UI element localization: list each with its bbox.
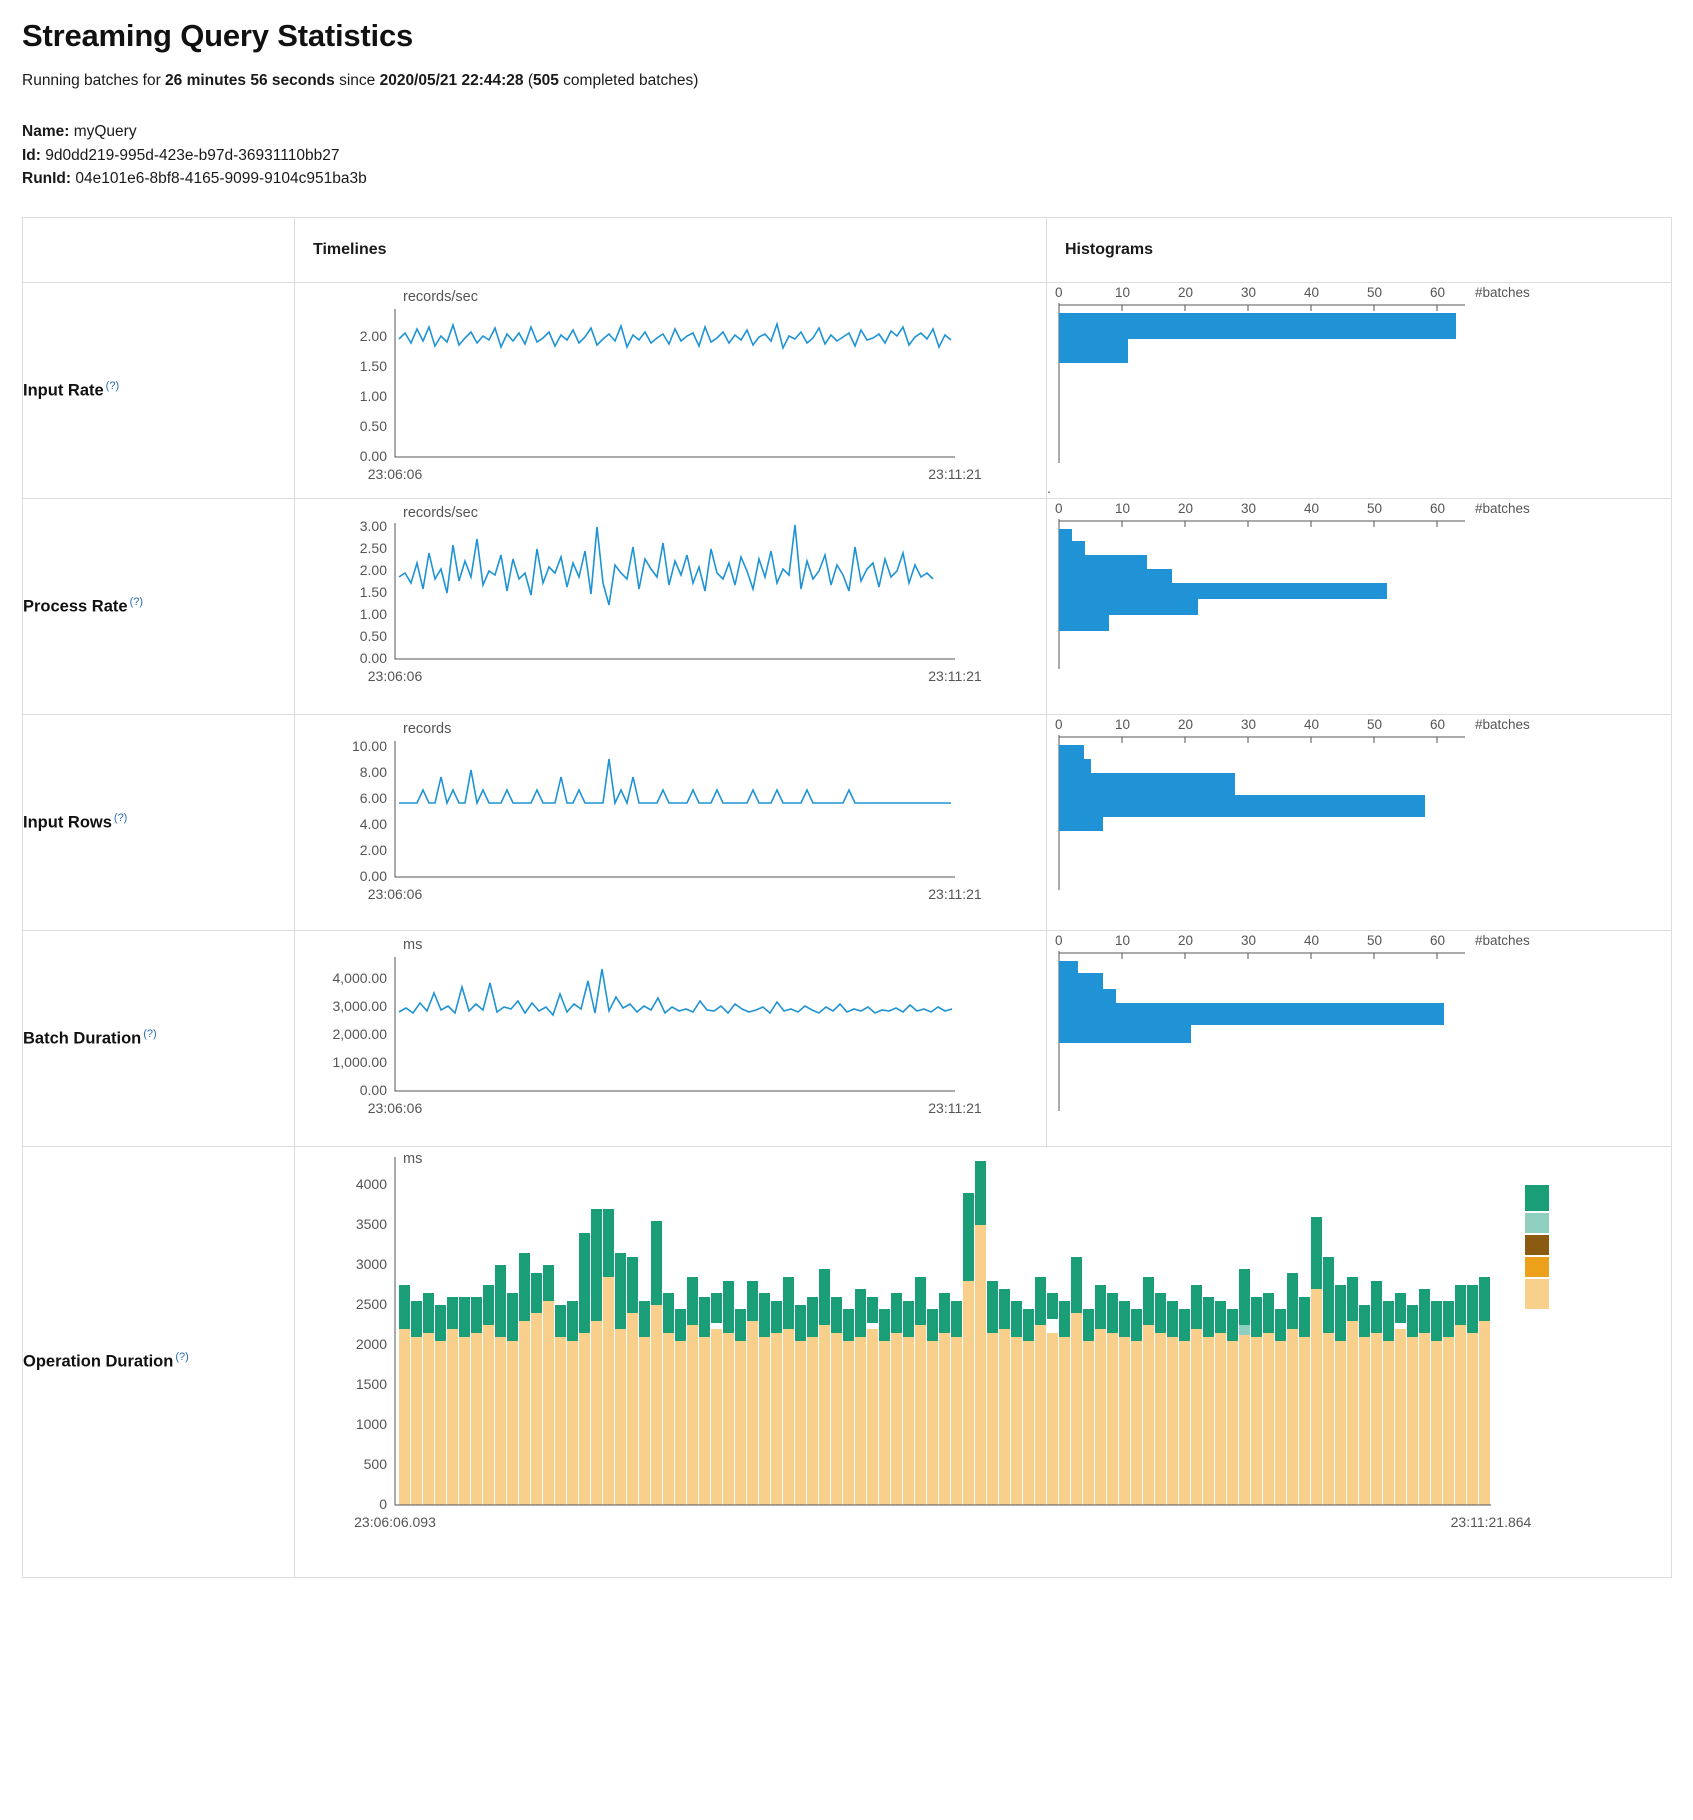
svg-text:#batches: #batches [1475, 500, 1530, 516]
batch-duration-timeline-chart [295, 931, 1015, 1146]
input-rows-timeline-chart [295, 715, 1015, 930]
query-id-key: Id: [22, 146, 41, 164]
svg-text:.: . [1047, 479, 1051, 496]
svg-text:500: 500 [363, 1455, 387, 1472]
svg-text:10.00: 10.00 [351, 737, 387, 754]
timeline-cell-batch-duration [295, 930, 1047, 1146]
header-histograms: Histograms [1047, 217, 1672, 282]
since-timestamp: 2020/05/21 22:44:28 [379, 72, 524, 89]
svg-text:60: 60 [1430, 500, 1446, 516]
help-icon[interactable]: (?) [129, 595, 144, 608]
svg-text:20: 20 [1178, 500, 1194, 516]
header-timelines: Timelines [295, 217, 1047, 282]
input-rows-histogram-chart [1047, 715, 1647, 930]
svg-text:2.00: 2.00 [359, 327, 387, 344]
svg-text:4.00: 4.00 [359, 815, 387, 832]
svg-text:records/sec: records/sec [403, 288, 478, 305]
since-word: since [334, 72, 380, 89]
query-name-row [22, 120, 1671, 144]
batches-tail: completed batches) [558, 72, 699, 89]
svg-text:3,000.00: 3,000.00 [332, 997, 387, 1014]
row-label-text: Input Rate [23, 381, 104, 400]
svg-text:1.50: 1.50 [359, 357, 387, 374]
svg-text:0: 0 [1055, 500, 1063, 516]
svg-text:0.00: 0.00 [359, 1081, 387, 1098]
svg-text:0.00: 0.00 [359, 447, 387, 464]
svg-text:3000: 3000 [355, 1255, 387, 1272]
svg-text:2500: 2500 [355, 1295, 387, 1312]
svg-text:10: 10 [1115, 500, 1131, 516]
svg-text:4,000.00: 4,000.00 [332, 969, 387, 986]
row-label-text: Process Rate [23, 597, 128, 616]
svg-text:30: 30 [1241, 932, 1257, 948]
svg-text:1,000.00: 1,000.00 [332, 1053, 387, 1070]
svg-text:23:11:21: 23:11:21 [928, 667, 982, 684]
svg-text:1.00: 1.00 [359, 387, 387, 404]
svg-text:3.00: 3.00 [359, 517, 387, 534]
completed-batch-count: 505 [532, 72, 559, 89]
svg-text:23:11:21.864: 23:11:21.864 [1450, 1513, 1532, 1530]
process-rate-histogram-chart [1047, 499, 1647, 714]
svg-text:#batches: #batches [1475, 932, 1530, 948]
svg-text:ms: ms [403, 1150, 423, 1167]
svg-text:0: 0 [379, 1495, 387, 1512]
svg-text:1.00: 1.00 [359, 605, 387, 622]
svg-text:30: 30 [1241, 716, 1257, 732]
svg-text:1500: 1500 [355, 1375, 387, 1392]
svg-text:2.50: 2.50 [359, 539, 387, 556]
svg-text:23:11:21: 23:11:21 [928, 1099, 982, 1116]
svg-text:23:06:06: 23:06:06 [367, 885, 423, 902]
svg-text:0.00: 0.00 [359, 649, 387, 666]
svg-text:1.50: 1.50 [359, 583, 387, 600]
svg-text:50: 50 [1367, 500, 1383, 516]
svg-text:30: 30 [1241, 500, 1257, 516]
svg-text:23:06:06: 23:06:06 [367, 1099, 423, 1116]
svg-text:0.00: 0.00 [359, 867, 387, 884]
row-label-text: Input Rows [23, 813, 112, 832]
svg-text:23:11:21: 23:11:21 [928, 885, 982, 902]
process-rate-timeline-chart [295, 499, 1015, 714]
query-name-value: myQuery [73, 123, 137, 140]
timeline-cell-input-rows [295, 714, 1047, 930]
operation-duration-cell [295, 1146, 1672, 1577]
table-row-process-rate [23, 498, 1672, 714]
svg-text:50: 50 [1367, 932, 1383, 948]
svg-text:10: 10 [1115, 284, 1131, 300]
operation-duration-chart [295, 1147, 1635, 1577]
svg-text:0: 0 [1055, 932, 1063, 948]
table-row-batch-duration [23, 930, 1672, 1146]
svg-text:ms: ms [403, 936, 423, 953]
batch-duration-histogram-chart [1047, 931, 1647, 1146]
histogram-cell-input-rows [1047, 714, 1672, 930]
input-rate-timeline-chart [295, 283, 1015, 498]
svg-text:40: 40 [1304, 932, 1320, 948]
batches-open-paren: ( [523, 72, 533, 89]
query-runid-row [22, 167, 1671, 191]
table-row-input-rows [23, 714, 1672, 930]
svg-text:0.50: 0.50 [359, 417, 387, 434]
svg-text:4000: 4000 [355, 1175, 387, 1192]
svg-text:0: 0 [1055, 716, 1063, 732]
help-icon[interactable]: (?) [105, 379, 120, 392]
row-label-batch-duration [23, 930, 295, 1146]
svg-text:#batches: #batches [1475, 284, 1530, 300]
query-id-value: 9d0dd219-995d-423e-b97d-36931110bb27 [45, 146, 340, 164]
row-label-process-rate [23, 498, 295, 714]
help-icon[interactable]: (?) [175, 1351, 189, 1364]
svg-text:8.00: 8.00 [359, 763, 387, 780]
operation-duration-bars [399, 1161, 1490, 1505]
query-runid-key: RunId: [22, 170, 72, 188]
svg-text:60: 60 [1430, 716, 1446, 732]
timeline-cell-process-rate [295, 498, 1047, 714]
svg-text:40: 40 [1304, 716, 1320, 732]
query-runid-value: 04e101e6-8bf8-4165-9099-9104c951ba3b [75, 170, 367, 188]
help-icon[interactable]: (?) [143, 1027, 157, 1040]
row-label-input-rows [23, 714, 295, 930]
svg-text:0.50: 0.50 [359, 627, 387, 644]
table-row-operation-duration [23, 1146, 1672, 1577]
svg-text:50: 50 [1367, 716, 1383, 732]
svg-text:records/sec: records/sec [403, 504, 478, 521]
svg-text:0: 0 [1055, 284, 1063, 300]
operation-duration-legend[interactable] [1525, 1185, 1549, 1309]
query-metadata [22, 120, 1671, 191]
page-title: Streaming Query Statistics [22, 18, 414, 53]
svg-text:20: 20 [1178, 284, 1194, 300]
svg-text:2.00: 2.00 [359, 561, 387, 578]
svg-text:60: 60 [1430, 932, 1446, 948]
running-duration: 26 minutes 56 seconds [165, 72, 335, 89]
table-header-row [23, 217, 1672, 282]
row-label-text: Operation Duration [23, 1352, 174, 1371]
svg-text:23:11:21: 23:11:21 [928, 465, 982, 482]
svg-text:40: 40 [1304, 500, 1320, 516]
timeline-cell-input-rate [295, 282, 1047, 498]
svg-text:20: 20 [1178, 932, 1194, 948]
histogram-cell-input-rate [1047, 282, 1672, 498]
svg-text:60: 60 [1430, 284, 1446, 300]
histogram-cell-process-rate [1047, 498, 1672, 714]
svg-text:3500: 3500 [355, 1215, 387, 1232]
table-row-input-rate [23, 282, 1672, 498]
svg-text:20: 20 [1178, 716, 1194, 732]
query-name-key: Name: [22, 123, 70, 140]
query-id-row [22, 144, 1671, 168]
input-rate-histogram-chart [1047, 283, 1647, 498]
svg-text:23:06:06: 23:06:06 [367, 465, 423, 482]
svg-text:records: records [403, 720, 452, 737]
svg-text:10: 10 [1115, 932, 1131, 948]
svg-text:23:06:06.093: 23:06:06.093 [354, 1513, 436, 1530]
svg-text:6.00: 6.00 [359, 789, 387, 806]
svg-text:40: 40 [1304, 284, 1320, 300]
svg-text:50: 50 [1367, 284, 1383, 300]
svg-text:#batches: #batches [1475, 716, 1530, 732]
header-blank [23, 217, 295, 282]
svg-text:1000: 1000 [355, 1415, 387, 1432]
row-label-operation-duration [23, 1146, 295, 1577]
svg-text:2.00: 2.00 [359, 841, 387, 858]
svg-text:10: 10 [1115, 716, 1131, 732]
svg-text:2000: 2000 [355, 1335, 387, 1352]
svg-text:2,000.00: 2,000.00 [332, 1025, 387, 1042]
svg-text:23:06:06: 23:06:06 [367, 667, 423, 684]
svg-text:30: 30 [1241, 284, 1257, 300]
histogram-cell-batch-duration [1047, 930, 1672, 1146]
running-batches-summary [22, 72, 1671, 90]
statistics-table [22, 217, 1672, 1578]
row-label-input-rate [23, 282, 295, 498]
row-label-text: Batch Duration [23, 1029, 142, 1048]
running-prefix: Running batches for [22, 72, 166, 89]
help-icon[interactable]: (?) [113, 811, 128, 824]
